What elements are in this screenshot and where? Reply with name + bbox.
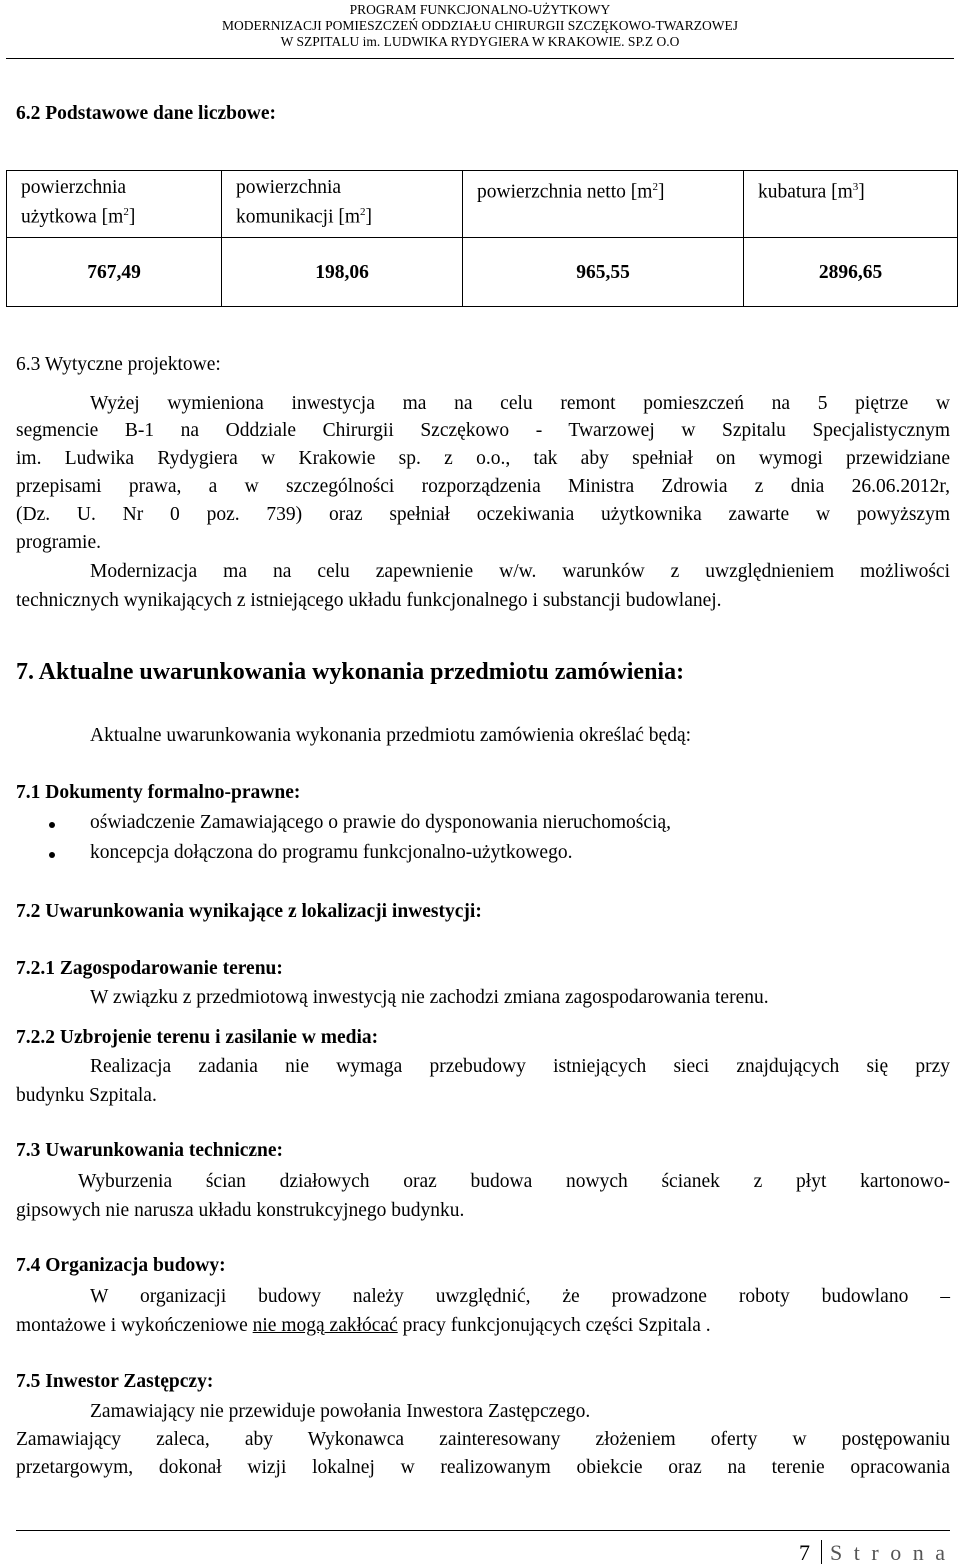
header-cell-usable-area: powierzchnia użytkowa $[m^2]$ (7, 171, 222, 238)
paragraph-line: Wyburzenia ścian działowych oraz budowa nowych ścianek z płyt kartonowo- (78, 1171, 950, 1192)
section-7-2-1-title: 7.2.1 Zagospodarowanie terenu: (16, 958, 283, 979)
header-divider (6, 58, 954, 59)
section-7-4-title: 7.4 Organizacja budowy: (16, 1255, 226, 1276)
paragraph-line: przetargowym, dokonał wizji lokalnej w realizowanym obiekcie oraz na terenie opracowania (16, 1457, 950, 1478)
paragraph-line: W związku z przedmiotową inwestycją nie zachodzi zmiana zagospodarowania terenu. (90, 987, 769, 1008)
section-7-2-title: 7.2 Uwarunkowania wynikające z lokalizacji inwestycji: (16, 901, 482, 922)
page-label: S t r o n a (830, 1540, 948, 1565)
header-cell-communication-area: powierzchnia komunikacji $[m^2]$ (222, 171, 463, 238)
section-7-intro: Aktualne uwarunkowania wykonania przedmiotu zamówienia określać będą: (90, 725, 692, 746)
paragraph-line: montażowe i wykończeniowe nie mogą zakłócać pracy funkcjonujących części Szpitala . (16, 1315, 711, 1336)
numeric-data-table (6, 170, 958, 307)
paragraph-line: gipsowych nie narusza układu konstrukcyjnego budynku. (16, 1200, 465, 1221)
footer-separator (821, 1540, 822, 1564)
section-7-2-2-title: 7.2.2 Uzbrojenie terenu i zasilanie w media: (16, 1027, 379, 1048)
paragraph-line: (Dz. U. Nr 0 poz. 739) oraz spełniał oczekiwania użytkownika zawarte w powyższym (16, 504, 950, 525)
page-number: 7 (799, 1540, 814, 1565)
table-values-row (7, 238, 958, 307)
table-header-row (7, 171, 958, 238)
paragraph-line: technicznych wynikających z istniejącego układu funkcjonalnego i substancji budowlanej. (16, 590, 722, 611)
paragraph-line: Wyżej wymieniona inwestycja ma na celu remont pomieszczeń na 5 piętrze w (90, 393, 950, 414)
section-7-5-title: 7.5 Inwestor Zastępczy: (16, 1371, 214, 1392)
paragraph-line: programie. (16, 532, 102, 553)
section-7-1-title: 7.1 Dokumenty formalno-prawne: (16, 782, 301, 803)
section-7-3-title: 7.3 Uwarunkowania techniczne: (16, 1140, 284, 1161)
footer-divider (16, 1530, 950, 1531)
section-6-2-title: 6.2 Podstawowe dane liczbowe: (16, 103, 276, 124)
section-6-3-title: 6.3 Wytyczne projektowe: (16, 354, 221, 375)
paragraph-line: Zamawiający nie przewiduje powołania Inwestora Zastępczego. (90, 1401, 591, 1422)
value-cell: 2896,65 (744, 238, 958, 307)
page-footer (799, 1540, 948, 1566)
paragraph-line: Realizacja zadania nie wymaga przebudowy istniejących sieci znajdujących się przy (90, 1056, 950, 1077)
value-cell: 198,06 (222, 238, 463, 307)
paragraph-line: segmencie B-1 na Oddziale Chirurgii Szczękowo - Twarzowej w Szpitalu Specjalistycznym (16, 420, 950, 441)
paragraph-line: Modernizacja ma na celu zapewnienie w/w. warunków z uwzględnieniem możliwości (90, 561, 950, 582)
header-line-2: MODERNIZACJI POMIESZCZEŃ ODDZIAŁU CHIRURGII SZCZĘKOWO-TWARZOWEJ (222, 18, 738, 33)
header-cell-net-area: powierzchnia netto $[m^2]$ (463, 171, 744, 238)
header-line-3: W SZPITALU im. LUDWIKA RYDYGIERA W KRAKOWIE. SP.Z O.O (280, 34, 680, 49)
underlined-text: nie mogą zakłócać (252, 1315, 398, 1336)
header-cell-volume: kubatura $[m^3]$ (744, 171, 958, 238)
section-7-title: 7. Aktualne uwarunkowania wykonania przedmiotu zamówienia: (16, 659, 685, 685)
header-line-1: PROGRAM FUNKCJONALNO-UŻYTKOWY (349, 2, 611, 17)
paragraph-line: Zamawiający zaleca, aby Wykonawca zainteresowany złożeniem oferty w postępowaniu (16, 1429, 950, 1450)
document-header (0, 0, 960, 50)
paragraph-line: W organizacji budowy należy uwzględnić, że prowadzone roboty budowlano – (90, 1286, 950, 1307)
value-cell: 767,49 (7, 238, 222, 307)
value-cell: 965,55 (463, 238, 744, 307)
paragraph-line: budynku Szpitala. (16, 1085, 157, 1106)
paragraph-line: im. Ludwika Rydygiera w Krakowie sp. z o.o., tak aby spełniał on wymogi przewidziane (16, 448, 950, 469)
paragraph-line: przepisami prawa, a w szczególności rozporządzenia Ministra Zdrowia z dnia 26.06.2012r, (16, 476, 950, 497)
